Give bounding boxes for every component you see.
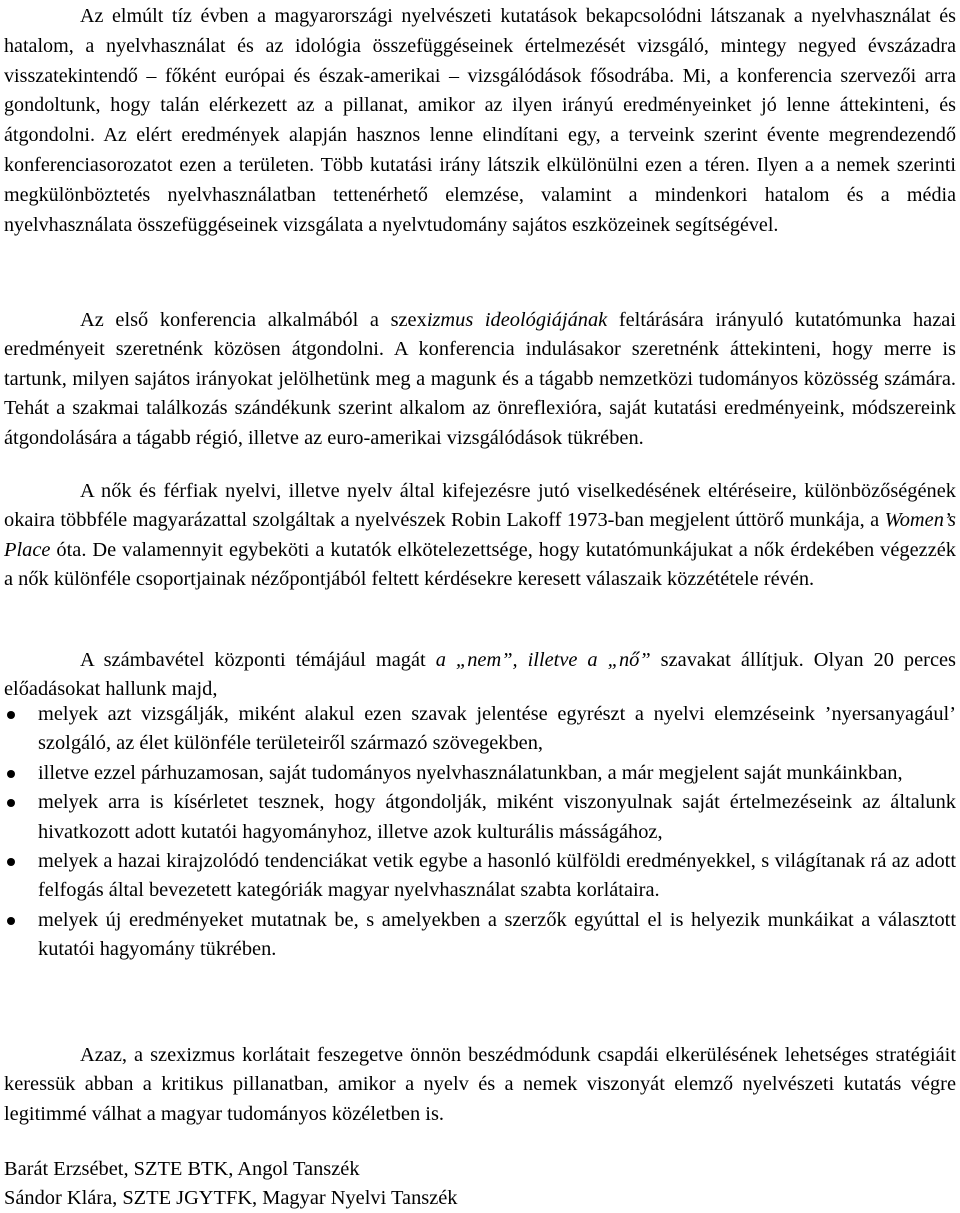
paragraph-italic-text: a „nem”, illetve a „nő” bbox=[435, 649, 651, 671]
list-item bbox=[4, 759, 956, 788]
list-item-text: illetve ezzel párhuzamosan, saját tudományos nyelvhasználatunkban, a már megjelent saját munkáinkban, bbox=[38, 761, 903, 784]
central-topic-paragraph bbox=[4, 646, 956, 705]
paragraph-text: A számbavétel központi témájául magát bbox=[80, 649, 436, 671]
book-title: Women’s Place bbox=[4, 509, 956, 561]
paragraph-text: A nők és férfiak nyelvi, illetve nyelv által kifejezésre jutó viselkedésének eltéréseire, különbözőségének okaira többféle magyarázattal szolgáltak a nyelvészek Robin Lakoff 1973-ban megjelent úttörő munkája, a bbox=[4, 480, 956, 532]
list-item bbox=[4, 788, 956, 847]
list-item-text: melyek új eredményeket mutatnak be, s amelyekben a szerzők egyúttal el is helyezik munkáikat a választott kutatói hagyomány tükrében. bbox=[38, 908, 956, 961]
paragraph-text: feltárására irányuló kutatómunka hazai eredményeit szeretnénk közösen átgondolni. A konferencia indulásakor szeretnénk áttekinteni, hogy merre is tartunk, milyen sajátos irányokat jelölhetünk meg a magunk és a tágabb nemzetközi tudományos közösség számára. Tehát a szakmai találkozás szándékunk szerint alkalom az önreflexióra, saját kutatási eredményeink, módszereink átgondolására a tágabb régió, illetve az euro-amerikai vizsgálódások tükrében. bbox=[4, 309, 956, 449]
lakoff-paragraph bbox=[4, 477, 956, 595]
paragraph-text: Az első konferencia alkalmából a szex bbox=[80, 309, 427, 331]
signature-line: Barát Erzsébet, SZTE BTK, Angol Tanszék bbox=[4, 1158, 360, 1180]
list-item bbox=[4, 847, 956, 906]
signature-line: Sándor Klára, SZTE JGYTFK, Magyar Nyelvi Tanszék bbox=[4, 1187, 458, 1209]
bullet-list bbox=[4, 700, 956, 965]
list-item-text: melyek azt vizsgálják, miként alakul ezen szavak jelentése egyrészt a nyelvi elemzéseink ’nyersanyagául’ szolgáló, az élet különféle területeiről származó szövegekben, bbox=[38, 703, 956, 755]
paragraph-text: óta. De valamennyit egybeköti a kutatók elkötelezettsége, hogy kutatómunkájukat a nők érdekében végezzék a nők különféle csoportjainak nézőpontjából feltett kérdésekre keresett válaszaik közzététele révén. bbox=[4, 538, 956, 591]
intro-paragraph: Az elmúlt tíz évben a magyarországi nyelvészeti kutatások bekapcsolódni látszanak a nyelvhasználat és hatalom, a nyelvhasználat és az idológia összefüggéseinek értelmezését vizsgáló, mintegy negyed évszázadra visszatekintendő – főként európai és észak-amerikai – vizsgálódások fősodrába. Mi, a konferencia szervezői arra gondoltunk, hogy talán elérkezett az a pillanat, amikor az ilyen irányú eredményeinket jó lenne áttekinteni, és átgondolni. Az elért eredmények alapján hasznos lenne elindítani egy, a terveink szerint évente megrendezendő konferenciasorozatot ezen a területen. Több kutatási irány látszik elkülönülni ezen a téren. Ilyen a a nemek szerinti megkülönböztetés nyelvhasználatban tettenérhető elemzése, valamint a mindenkori hatalom és a média nyelvhasználata összefüggéseinek vizsgálata a nyelvtudomány sajátos eszközeinek segítségével. bbox=[4, 5, 956, 236]
bullet-icon bbox=[7, 770, 15, 778]
paragraph-text: szavakat állítjuk. Olyan 20 perces előadásokat hallunk majd, bbox=[4, 649, 956, 701]
list-item bbox=[4, 906, 956, 965]
list-item bbox=[4, 700, 956, 759]
paragraph-italic-text: izmus ideológiájának bbox=[426, 309, 608, 331]
first-conference-paragraph bbox=[4, 306, 956, 453]
list-item-text: melyek arra is kísérletet tesznek, hogy átgondolják, miként viszonyulnak saját értelmezéseink az általunk hivatkozott adott kutatói hagyományhoz, illetve azok kulturális másságához, bbox=[38, 791, 956, 843]
list-item-text: melyek a hazai kirajzolódó tendenciákat vetik egybe a hasonló külföldi eredményekkel, s világítanak rá az adott felfogás által bevezetett kategóriák magyar nyelvhasználat szabta korlátaira. bbox=[38, 850, 956, 902]
conclusion-paragraph: Azaz, a szexizmus korlátait feszegetve önnön beszédmódunk csapdái elkerülésének lehetséges stratégiáit keressük abban a kritikus pillanatban, amikor a nyelv és a nemek viszonyát elemző nyelvészeti kutatás végre legitimmé válhat a magyar tudományos közéletben is. bbox=[4, 1044, 956, 1125]
bullet-icon bbox=[7, 799, 15, 807]
bullet-icon bbox=[7, 858, 15, 866]
bullet-icon bbox=[7, 917, 15, 925]
bullet-icon bbox=[7, 711, 15, 719]
